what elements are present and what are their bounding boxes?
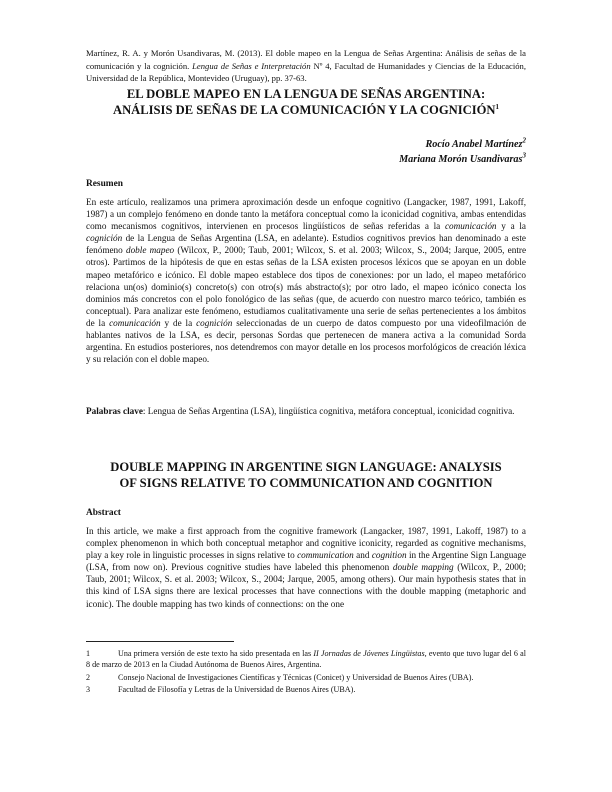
citation-details: Nº 4, Facultad de Humanidades y Ciencias de la Educación, Universidad de la República, Montevideo (Uruguay), pp. 37-63. (86, 60, 527, 83)
resumen-paragraph: En este artículo, realizamos una primera aproximación desde un enfoque cognitivo (Langacker, 1987, 1991, Lakoff, 1987) a un complejo fenómeno en donde tanto la metáfora conceptual como la iconicidad cognitiva, ambas entendidas como mecanismos cognitivos, intervienen en procesos lingüísticos de señas referidas a la comunicación y a la cognición de la Lengua de Señas Argentina (LSA, en adelante). Estudios cognitivos previos han denominado a este fenómeno doble mapeo (Wilcox, P., 2000; Taub, 2001; Wilcox, S. et al. 2003; Wilcox, S., 2004; Jarque, 2005, entre otros). Partimos de la hipótesis de que en estas señas de la LSA existen procesos léxicos que se apoyan en un doble mapeo metafórico e icónico. El doble mapeo establece dos tipos de conexiones: por un lado, el mapeo metafórico relaciona un(os) dominio(s) concreto(s) con otro(s) más abstracto(s); por otro lado, el mapeo icónico conecta los dominios más concretos con el polo fonológico de las señas (que, de acuerdo con nuestro marco teórico, también es conceptual). Para analizar este fenómeno, estudiamos cualitativamente una serie de señas pertenecientes a los ámbitos de la comunicación y de la cognición seleccionadas de un cuerpo de datos compuesto por una videofilmación de hablantes nativos de la LSA, es decir, personas Sordas que pertenecen de manera activa a la comunidad Sorda argentina. En estudios posteriores, nos detendremos con mayor detalle en los procesos morfológicos de creación léxica y su relación con el doble mapeo. (86, 197, 527, 365)
abstract-heading: Abstract (86, 508, 121, 518)
keywords-paragraph (86, 405, 526, 417)
spanish-title-line-2-wrap (86, 102, 526, 118)
english-title (86, 459, 526, 491)
footnote-divider (86, 641, 234, 642)
footnote-marker[interactable]: 1 (495, 102, 500, 111)
keywords-text: : Lengua de Señas Argentina (LSA), lingüística cognitiva, metáfora conceptual, iconicidad cognitiva. (142, 406, 515, 416)
footnote-number: 3 (86, 685, 91, 695)
footnote-number: 1 (86, 649, 91, 658)
author-name: Rocío Anabel Martínez (425, 139, 523, 150)
spanish-title-line-2: ANÁLISIS DE SEÑAS DE LA COMUNICACIÓN Y LA COGNICIÓN (112, 103, 496, 117)
author-name: Mariana Morón Usandivaras (399, 154, 523, 165)
footnotes (86, 648, 526, 697)
footnote-2: 2 Consejo Nacional de Investigaciones Científicas y Técnicas (Conicet) y Universidad de Buenos Aires (UBA). (86, 672, 474, 682)
english-title-line-2: OF SIGNS RELATIVE TO COMMUNICATION AND COGNITION (119, 476, 493, 490)
spanish-title-line-1: EL DOBLE MAPEO EN LA LENGUA DE SEÑAS ARGENTINA: (126, 87, 486, 101)
spanish-title (86, 86, 526, 118)
journal-name: Lengua de Señas e Interpretación (192, 60, 311, 71)
footnote-number: 2 (86, 672, 91, 682)
resumen-heading: Resumen (86, 179, 123, 189)
english-title-line-1: DOUBLE MAPPING IN ARGENTINE SIGN LANGUAGE: ANALYSIS (110, 460, 502, 474)
footnote-1: 1 Una primera versión de este texto ha sido presentada en las II Jornadas de Jóvenes Lingüistas, evento que tuvo lugar del 6 al 8 de marzo de 2013 en la Ciudad Autónoma de Buenos Aires, Argentina. (86, 649, 527, 670)
author (226, 137, 526, 152)
footnote-3: 3 Facultad de Filosofía y Letras de la Universidad de Buenos Aires (UBA). (86, 685, 356, 695)
abstract-paragraph: In this article, we make a first approach from the cognitive framework (Langacker, 1987, 1991, Lakoff, 1987) to a complex phenomenon in which both conceptual metaphor and cognitive iconicity, regarded as cognitive mechanisms, play a key role in linguistic processes in signs relative to communication and cognition in the Argentine Sign Language (LSA, from now on). Previous cognitive studies have labeled this phenomenon double mapping (Wilcox, P., 2000; Taub, 2001; Wilcox, S. et al. 2003; Wilcox, S., 2004; Jarque, 2005, among others). Our main hypothesis states that in this kind of LSA signs there are lexical processes that have connections with the double mapping (metaphoric and iconic). The double mapping has two kinds of connections: on the one (86, 526, 527, 609)
author (226, 152, 526, 167)
citation-header (86, 47, 526, 85)
citation-text: Martínez, R. A. y Morón Usandivaras, M. (2013). El doble mapeo en la Lengua de Señas Argentina: Análisis de señas de la comunicación y la cognición. (86, 48, 526, 71)
footnote-marker[interactable]: 2 (522, 136, 526, 145)
keywords-label: Palabras clave (86, 406, 143, 416)
author-list (226, 137, 526, 167)
footnote-marker[interactable]: 3 (522, 151, 526, 160)
